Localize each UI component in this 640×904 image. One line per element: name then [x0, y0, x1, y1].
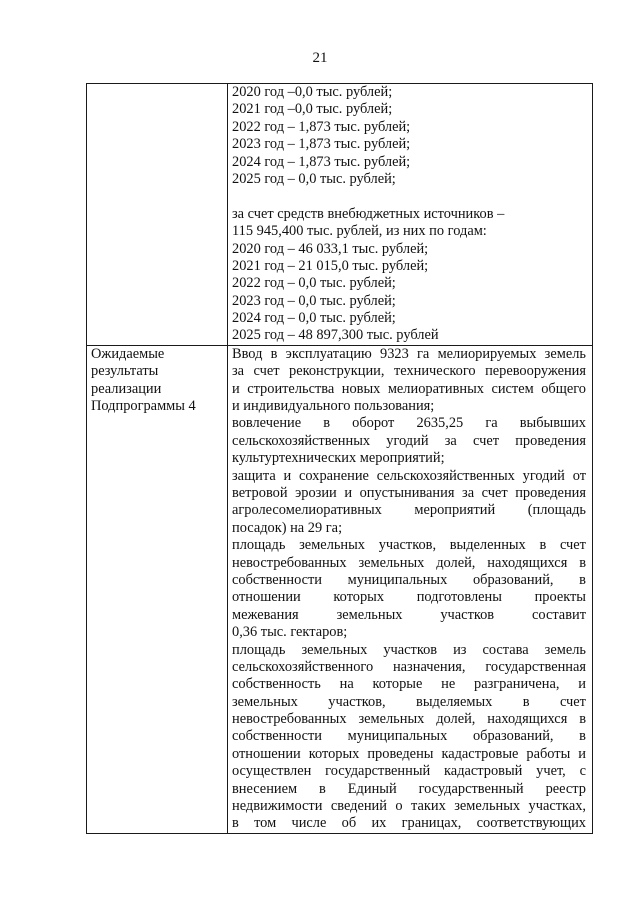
text-line: собственности муниципальных образований, в [232, 728, 586, 745]
text-line: межевания земельных участков составит [232, 606, 586, 623]
text-line: невостребованных земельных долей, находящихся в [232, 554, 586, 571]
text-line: защита и сохранение сельскохозяйственных угодий от [232, 467, 586, 484]
text-line: 0,36 тыс. гектаров; [232, 624, 348, 641]
text-line: 2023 год – 1,873 тыс. рублей; [232, 136, 411, 153]
text-line: ветровой эрозии и опустынивания за счет проведения [232, 484, 586, 501]
text-line: 115 945,400 тыс. рублей, из них по годам: [232, 223, 487, 240]
text-line: 2020 год – 46 033,1 тыс. рублей; [232, 240, 429, 257]
text-line: агролесомелиоративных мероприятий (площадь [232, 502, 586, 519]
page-number: 21 [312, 50, 328, 66]
text-line: 2025 год – 0,0 тыс. рублей; [232, 170, 396, 187]
row1-value-cell [228, 84, 593, 346]
text-line: Ввод в эксплуатацию 9323 га мелиорируемых земель [232, 345, 586, 362]
financing-lines [232, 84, 586, 345]
text-line: 2024 год – 1,873 тыс. рублей; [232, 153, 411, 170]
text-line: 2022 год – 0,0 тыс. рублей; [232, 275, 396, 292]
text-line: 2022 год – 1,873 тыс. рублей; [232, 118, 411, 135]
expected-results-text [232, 346, 586, 833]
text-line: собственности муниципальных образований, в [232, 571, 586, 588]
text-line: 2024 год – 0,0 тыс. рублей; [232, 310, 396, 327]
text-line: площадь земельных участков из состава земель [232, 641, 586, 658]
table-row [87, 84, 593, 346]
text-line: отношении которых подготовлены проекты [232, 589, 586, 606]
text-line: площадь земельных участков, выделенных в счет [232, 537, 586, 554]
text-line: реализации [91, 380, 162, 397]
text-line: посадок) на 29 га; [232, 519, 343, 536]
text-line: внесением в Единый государственный реестр [232, 780, 586, 797]
text-line: 2021 год –0,0 тыс. рублей; [232, 101, 393, 118]
text-line: 2023 год – 0,0 тыс. рублей; [232, 292, 396, 309]
text-line: 2020 год –0,0 тыс. рублей; [232, 84, 393, 100]
expected-results-label [91, 346, 227, 416]
text-line: невостребованных земельных долей, находящихся в [232, 711, 586, 728]
text-line: за счет реконструкции, технического перевооружения [232, 363, 586, 380]
text-line: культуртехнических мероприятий; [232, 450, 445, 467]
text-line: осуществлен государственный кадастровый учет, с [232, 763, 586, 780]
text-line: отношении которых проведены кадастровые работы и [232, 745, 586, 762]
row2-label-cell [87, 345, 228, 833]
text-line: 2025 год – 48 897,300 тыс. рублей [232, 327, 439, 344]
program-table [86, 83, 593, 834]
text-line: земельных участков, выделяемых в счет [232, 693, 586, 710]
text-line [232, 188, 586, 205]
table-row [87, 345, 593, 833]
text-line: и индивидуального пользования; [232, 398, 435, 415]
text-line: сельскохозяйственных угодий за счет проведения [232, 432, 586, 449]
text-line: Ожидаемые [91, 345, 165, 362]
text-line: сельскохозяйственного назначения, государственная [232, 658, 586, 675]
text-line: в том числе об их границах, соответствующих [232, 815, 586, 832]
text-line: результаты [91, 363, 159, 380]
row2-value-cell [228, 345, 593, 833]
text-line: за счет средств внебюджетных источников – [232, 205, 505, 222]
row1-label-cell [87, 84, 228, 346]
text-line: недвижимости сведений о таких земельных участках, [232, 798, 586, 815]
text-line: собственность на которые не разграничена, и [232, 676, 586, 693]
text-line: вовлечение в оборот 2635,25 га выбывших [232, 415, 586, 432]
text-line: и строительства новых мелиоративных систем общего [232, 380, 586, 397]
text-line: 2021 год – 21 015,0 тыс. рублей; [232, 257, 429, 274]
text-line: Подпрограммы 4 [91, 398, 196, 415]
